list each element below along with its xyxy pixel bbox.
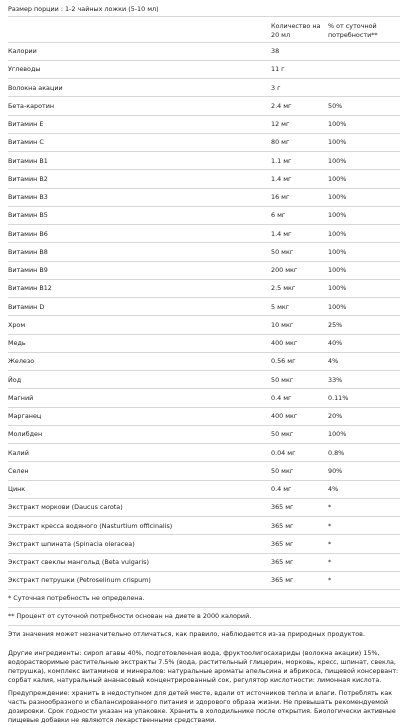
table-row [8, 571, 400, 589]
nutrient-percent [328, 60, 400, 78]
nutrient-amount: 10 мкг [271, 316, 328, 334]
nutrient-percent: 100% [328, 206, 400, 224]
ingredients-text: сироп агавы 40%, подготовленная вода, фруктоолигосахариды (волокна акации) 15%, водорастворимые растительные экстракты 7.5% (вода, растительный глицерин, морковь, кресс, шпинат, свекла, петрушка), комплекс витаминов и минералов: натуральные ароматы апельсина и абрикоса, пищевой консервант: сорбат калия, натуральный ананасовый концентрированный сок, регулятор кислотности: лимонная кислота. [8, 649, 399, 684]
nutrient-name: Витамин D [8, 298, 271, 316]
nutrient-name: Витамин В2 [8, 170, 271, 188]
nutrient-amount: 1.1 мг [271, 152, 328, 170]
nutrient-amount: 50 мкг [271, 243, 328, 261]
nutrient-percent [328, 79, 400, 97]
serving-size [8, 0, 400, 17]
table-row [8, 517, 400, 535]
table-row [8, 535, 400, 553]
table-row [8, 371, 400, 389]
table-row [8, 389, 400, 407]
nutrient-name: Экстракт шпината (Spinacia oleracea) [8, 535, 271, 553]
nutrient-name: Хром [8, 316, 271, 334]
storage-text: хранить в недоступном для детей месте, вдали от источников тепла и влаги. Потреблять как часть разнообразного и сбалансированного питания и здорового образа жизни. Не превышать рекомендуемой дозировки. Срок годности указан на упаковке. Хранить в холодильнике после открытия. Биологически активные пищевые добавки не являются лекарственными средствами. [8, 689, 396, 724]
nutrient-percent: 100% [328, 225, 400, 243]
nutrient-percent: 100% [328, 170, 400, 188]
table-row [8, 243, 400, 261]
nutrient-percent: * [328, 535, 400, 553]
nutrient-percent: 100% [328, 188, 400, 206]
nutrient-percent: 100% [328, 298, 400, 316]
table-row [8, 152, 400, 170]
table-row [8, 462, 400, 480]
nutrient-amount: 0.4 мг [271, 389, 328, 407]
nutrient-name: Марганец [8, 407, 271, 425]
nutrient-name: Цинк [8, 480, 271, 498]
nutrient-name: Витамин В6 [8, 225, 271, 243]
table-row [8, 261, 400, 279]
table-row [8, 42, 400, 60]
nutrient-name: Молибден [8, 425, 271, 443]
nutrient-percent: 25% [328, 316, 400, 334]
nutrient-percent: 100% [328, 425, 400, 443]
table-row [8, 206, 400, 224]
nutrient-percent: 100% [328, 243, 400, 261]
nutrient-name: Экстракт кресса водяного (Nasturtium officinalis) [8, 517, 271, 535]
nutrient-percent: 33% [328, 371, 400, 389]
nutrient-percent: 4% [328, 480, 400, 498]
nutrient-amount: 365 мг [271, 517, 328, 535]
table-row [8, 425, 400, 443]
storage-paragraph [8, 689, 400, 725]
table-row [8, 279, 400, 297]
nutrient-amount: 200 мкг [271, 261, 328, 279]
table-row [8, 188, 400, 206]
nutrient-name: Витамин В1 [8, 152, 271, 170]
nutrient-amount: 0.56 мг [271, 352, 328, 370]
table-row [8, 498, 400, 516]
nutrient-amount: 2.4 мг [271, 97, 328, 115]
nutrient-amount: 3 г [271, 79, 328, 97]
storage-label: Предупреждение: [8, 689, 70, 697]
nutrient-amount: 12 мг [271, 115, 328, 133]
nutrient-percent: 4% [328, 352, 400, 370]
nutrient-name: Волокна акации [8, 79, 271, 97]
table-row [8, 115, 400, 133]
table-row [8, 444, 400, 462]
nutrient-amount: 5 мкг [271, 298, 328, 316]
nutrient-name: Йод [8, 371, 271, 389]
nutrient-percent: 90% [328, 462, 400, 480]
nutrient-amount: 1.4 мг [271, 225, 328, 243]
nutrient-percent: 100% [328, 133, 400, 151]
nutrient-percent: * [328, 571, 400, 589]
nutrient-name: Бета-каротин [8, 97, 271, 115]
nutrient-name: Витамин В12 [8, 279, 271, 297]
table-row [8, 480, 400, 498]
nutrient-percent: 20% [328, 407, 400, 425]
table-row [8, 97, 400, 115]
footnote-undefined: * Суточная потребность не определена. [8, 590, 400, 608]
footnote-daily-value: ** Процент от суточной потребности основан на диете в 2000 калорий. [8, 608, 400, 626]
nutrient-name: Экстракт моркови (Daucus carota) [8, 498, 271, 516]
nutrient-amount: 50 мкг [271, 462, 328, 480]
nutrient-percent: 40% [328, 334, 400, 352]
nutrient-name: Калории [8, 42, 271, 60]
table-row [8, 79, 400, 97]
nutrient-percent: 100% [328, 279, 400, 297]
nutrient-percent: * [328, 498, 400, 516]
table-row [8, 553, 400, 571]
table-row [8, 133, 400, 151]
nutrient-amount: 1.4 мг [271, 170, 328, 188]
table-row [8, 334, 400, 352]
nutrient-name: Селен [8, 462, 271, 480]
ingredients-label: Другие ингредиенты: [8, 649, 82, 657]
table-row [8, 225, 400, 243]
nutrient-name: Экстракт петрушки (Petroselinum crispum) [8, 571, 271, 589]
nutrient-percent [328, 42, 400, 60]
nutrient-percent: 50% [328, 97, 400, 115]
nutrient-amount: 400 мкг [271, 407, 328, 425]
footnote-variance: Эти значения может незначительно отличаться, как правило, наблюдается из-за природных продуктов. [8, 630, 365, 638]
nutrition-table-body [8, 42, 400, 590]
nutrient-name: Калий [8, 444, 271, 462]
table-row [8, 170, 400, 188]
nutrient-percent: 100% [328, 261, 400, 279]
header-percent: % от суточной потребности** [328, 17, 400, 42]
nutrient-name: Витамин В3 [8, 188, 271, 206]
nutrition-table [8, 17, 400, 590]
nutrient-amount: 50 мкг [271, 371, 328, 389]
nutrient-percent: 100% [328, 152, 400, 170]
header-amount: Количество на 20 мл [271, 17, 328, 42]
table-row [8, 352, 400, 370]
ingredients-paragraph [8, 649, 400, 685]
nutrient-name: Витамин В9 [8, 261, 271, 279]
nutrient-amount: 50 мкг [271, 425, 328, 443]
nutrient-amount: 80 мг [271, 133, 328, 151]
serving-size-value: 1-2 чайных ложки (5-10 мл) [65, 5, 159, 13]
nutrient-amount: 2.5 мкг [271, 279, 328, 297]
footnotes [8, 590, 400, 643]
nutrient-name: Углеводы [8, 60, 271, 78]
nutrient-amount: 365 мг [271, 535, 328, 553]
nutrient-amount: 400 мкг [271, 334, 328, 352]
nutrient-name: Витамин В8 [8, 243, 271, 261]
table-row [8, 407, 400, 425]
nutrient-amount: 38 [271, 42, 328, 60]
nutrient-name: Медь [8, 334, 271, 352]
nutrient-percent: 100% [328, 115, 400, 133]
serving-size-label: Размер порции : [8, 5, 63, 13]
header-nutrient [8, 17, 271, 42]
nutrient-amount: 11 г [271, 60, 328, 78]
nutrient-amount: 365 мг [271, 571, 328, 589]
nutrient-amount: 0.04 мг [271, 444, 328, 462]
nutrient-amount: 16 мг [271, 188, 328, 206]
table-row [8, 316, 400, 334]
nutrient-name: Магний [8, 389, 271, 407]
product-description [8, 649, 400, 725]
nutrient-name: Экстракт свеклы мангольд (Beta vulgaris) [8, 553, 271, 571]
nutrient-amount: 6 мг [271, 206, 328, 224]
nutrient-name: Железо [8, 352, 271, 370]
table-row [8, 60, 400, 78]
nutrient-amount: 365 мг [271, 498, 328, 516]
nutrient-percent: * [328, 553, 400, 571]
nutrient-name: Витамин В5 [8, 206, 271, 224]
nutrient-percent: 0.11% [328, 389, 400, 407]
nutrient-percent: * [328, 517, 400, 535]
nutrient-amount: 0.4 мг [271, 480, 328, 498]
table-header-row [8, 17, 400, 42]
nutrient-name: Витамин Е [8, 115, 271, 133]
table-row [8, 298, 400, 316]
nutrient-name: Витамин С [8, 133, 271, 151]
nutrient-amount: 365 мг [271, 553, 328, 571]
nutrient-percent: 0.8% [328, 444, 400, 462]
